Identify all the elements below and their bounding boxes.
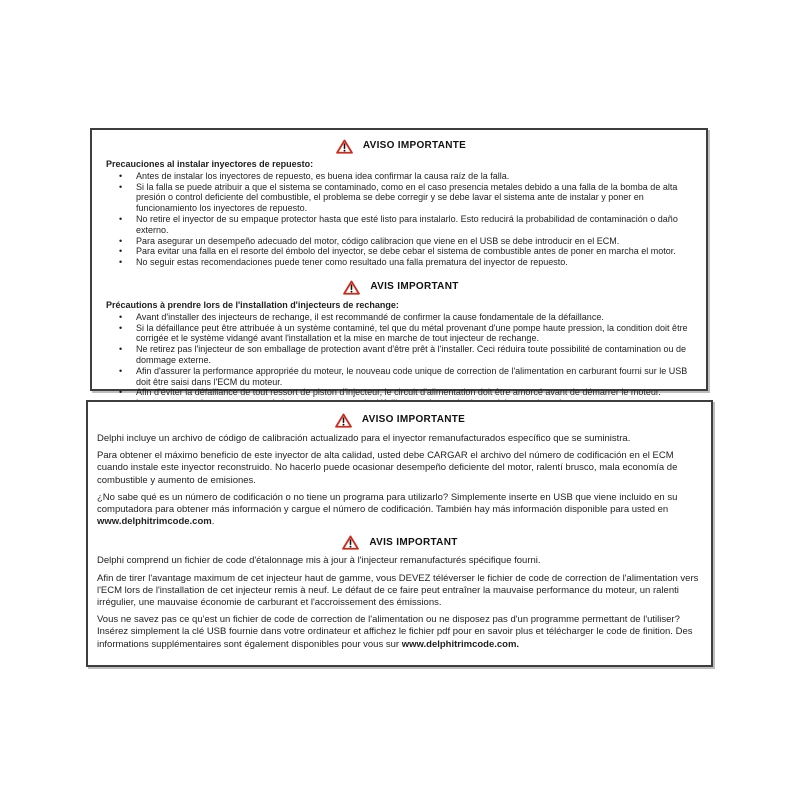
text-segment: ¿No sabe qué es un número de codificación o no tiene un programa para utilizarlo? Simplemente inserte en USB que viene incluido en su computadora para obtener más información y cargue el número de codificación. También hay más información disponible para usted en xyxy=(97,491,678,516)
warning-triangle-icon xyxy=(335,413,352,428)
warning-title: AVIS IMPORTANT xyxy=(370,281,459,293)
bullet-marker xyxy=(115,236,136,247)
list-item xyxy=(106,323,696,345)
warning-title: AVIS IMPORTANT xyxy=(369,536,458,548)
paragraph-fr-usb-info xyxy=(97,614,703,651)
bullet-marker xyxy=(115,214,136,236)
paragraph-es-intro xyxy=(97,433,703,445)
warning-title: AVISO IMPORTANTE xyxy=(362,140,467,152)
text-segment: Para obtener el máximo beneficio de este inyector de alta calidad, usted debe CARGAR el archivo del número de codificación en el ECM cuando instale este inyector reconstruido. No hacerlo puede ocasionar desempeño deficiente del motor, ralentí brusco, mala economía de combustible y aumento de emisiones. xyxy=(97,450,678,486)
paragraph-es-usb-info xyxy=(97,492,703,529)
list-item xyxy=(106,182,696,214)
warning-triangle-icon xyxy=(342,535,359,550)
bullet-text: Para evitar una falla en el resorte del émbolo del inyector, se debe cebar el sistema de combustible antes de poner en marcha el motor. xyxy=(136,246,676,257)
paragraph-fr-intro xyxy=(97,555,703,567)
bullet-text: Afin d'assurer la performance appropriée du moteur, le nouveau code unique de correction de l'alimentation en carburant fourni sur le USB doit être saisi dans l'ECM du moteur. xyxy=(136,365,688,387)
text-segment: . xyxy=(211,516,215,528)
url-text: www.delphitrimcode.com xyxy=(97,516,212,528)
bullet-text: Afin d'éviter la défaillance de tout ressort de piston d'injecteur, le circuit d'alimentation doit être amorcé avant de démarrer le moteur. xyxy=(136,387,661,398)
aviso-importante-header xyxy=(97,413,703,428)
bullet-text: Si la falla se puede atribuir a que el sistema se contaminado, como en el caso presencia metales debido a una falla de la bomba de alta presión o control deficiente del combustible, el problema se debe corregir y se debe lavar el sistema ante de instalar y poner en funcionamiento los inyectores de repuesto. xyxy=(136,181,678,214)
list-item xyxy=(106,171,696,182)
bullet-marker xyxy=(115,246,136,257)
text-segment: Delphi comprend un fichier de code d'étalonnage mis à jour à l'injecteur remanufacturés spécifique fourni. xyxy=(97,555,541,567)
precautions-heading-es: Precauciones al instalar inyectores de repuesto: xyxy=(106,159,314,169)
bullet-text: Ne retirez pas l'injecteur de son emballage de protection avant d'être prêt à l'installer. Ceci réduira toute possibilité de contamination ou de dommage externe. xyxy=(136,344,686,365)
bullet-text: Para asegurar un desempeño adecuado del motor, código calibracion que viene en el USB se debe introducir en el ECM. xyxy=(136,235,620,246)
bullet-text: Si la défaillance peut être attribuée à un système contaminé, tel que du métal provenant d'une pompe haute pression, la condition doit être corrigée et le système vidangé avant l'installation et la mise en marche de tout injecteur de rechange. xyxy=(136,322,688,344)
bullet-text: No seguir estas recomendaciones puede tener como resultado una falla prematura del inyector de repuesto. xyxy=(136,257,568,268)
list-item xyxy=(106,246,696,257)
list-item xyxy=(106,257,696,268)
bullet-marker xyxy=(115,312,136,323)
bullet-text: Antes de instalar los inyectores de repuesto, es buena idea confirmar la causa raíz de la falla. xyxy=(136,170,510,181)
bullet-marker xyxy=(115,323,136,345)
avis-important-header xyxy=(97,535,703,550)
list-item xyxy=(106,387,696,398)
bullet-text: No retire el inyector de su empaque protector hasta que esté listo para instalarlo. Esto reducirá la probabilidad de contaminación o daño externo. xyxy=(136,213,678,235)
warning-triangle-icon xyxy=(336,139,353,154)
text-segment: Vous ne savez pas ce qu'est un fichier de code de correction de l'alimentation ou ne disposez pas d'un programme permettant de l'utiliser? Insérez simplement la clé USB fournie dans votre ordinateur et affichez le fichier pdf pour en savoir plus et télécharger le code de finition. Des informations supplémentaires sont également disponibles pour vous sur xyxy=(97,614,693,650)
bullet-marker xyxy=(115,171,136,182)
precautions-heading-fr: Précautions à prendre lors de l'installation d'injecteurs de rechange: xyxy=(106,299,399,310)
text-segment: Delphi incluye un archivo de código de calibración actualizado para el inyector remanufacturados específico que se suministra. xyxy=(97,433,631,444)
bullet-marker xyxy=(115,257,136,268)
paragraph-es-instructions xyxy=(97,450,703,487)
warning-triangle-icon xyxy=(343,280,360,295)
avis-important-header xyxy=(106,280,696,295)
list-item xyxy=(106,214,696,236)
warning-box-calibration-code xyxy=(86,400,713,667)
aviso-importante-header xyxy=(106,139,696,154)
list-item xyxy=(106,344,696,366)
precautions-list-es xyxy=(106,171,696,268)
bullet-marker xyxy=(115,182,136,214)
bullet-text: Avant d'installer des injecteurs de rechange, il est recommandé de confirmer la cause fondamentale de la défaillance. xyxy=(136,311,604,322)
precautions-list-fr xyxy=(106,312,696,409)
list-item xyxy=(106,312,696,323)
list-item xyxy=(106,366,696,388)
warning-box-installation-precautions xyxy=(90,128,708,398)
list-item xyxy=(106,236,696,247)
paragraph-fr-instructions xyxy=(97,573,703,610)
text-segment: Afin de tirer l'avantage maximum de cet injecteur haut de gamme, vous DEVEZ téléverser le fichier de code de correction de l'alimentation vers l'ECM lors de l'installation de cet injecteur remis à neuf. Le défaut de ce faire peut entraîner la mauvaise performance du moteur, un ralenti irrégulier, une mauvaise économie de carburant et l'accroissement des émissions. xyxy=(97,572,699,609)
bullet-marker xyxy=(115,387,136,398)
bullet-marker xyxy=(115,366,136,388)
url-text: www.delphitrimcode.com. xyxy=(401,638,520,650)
warning-title: AVISO IMPORTANTE xyxy=(361,414,466,426)
section-divider-space xyxy=(106,268,696,273)
bullet-marker xyxy=(115,344,136,366)
